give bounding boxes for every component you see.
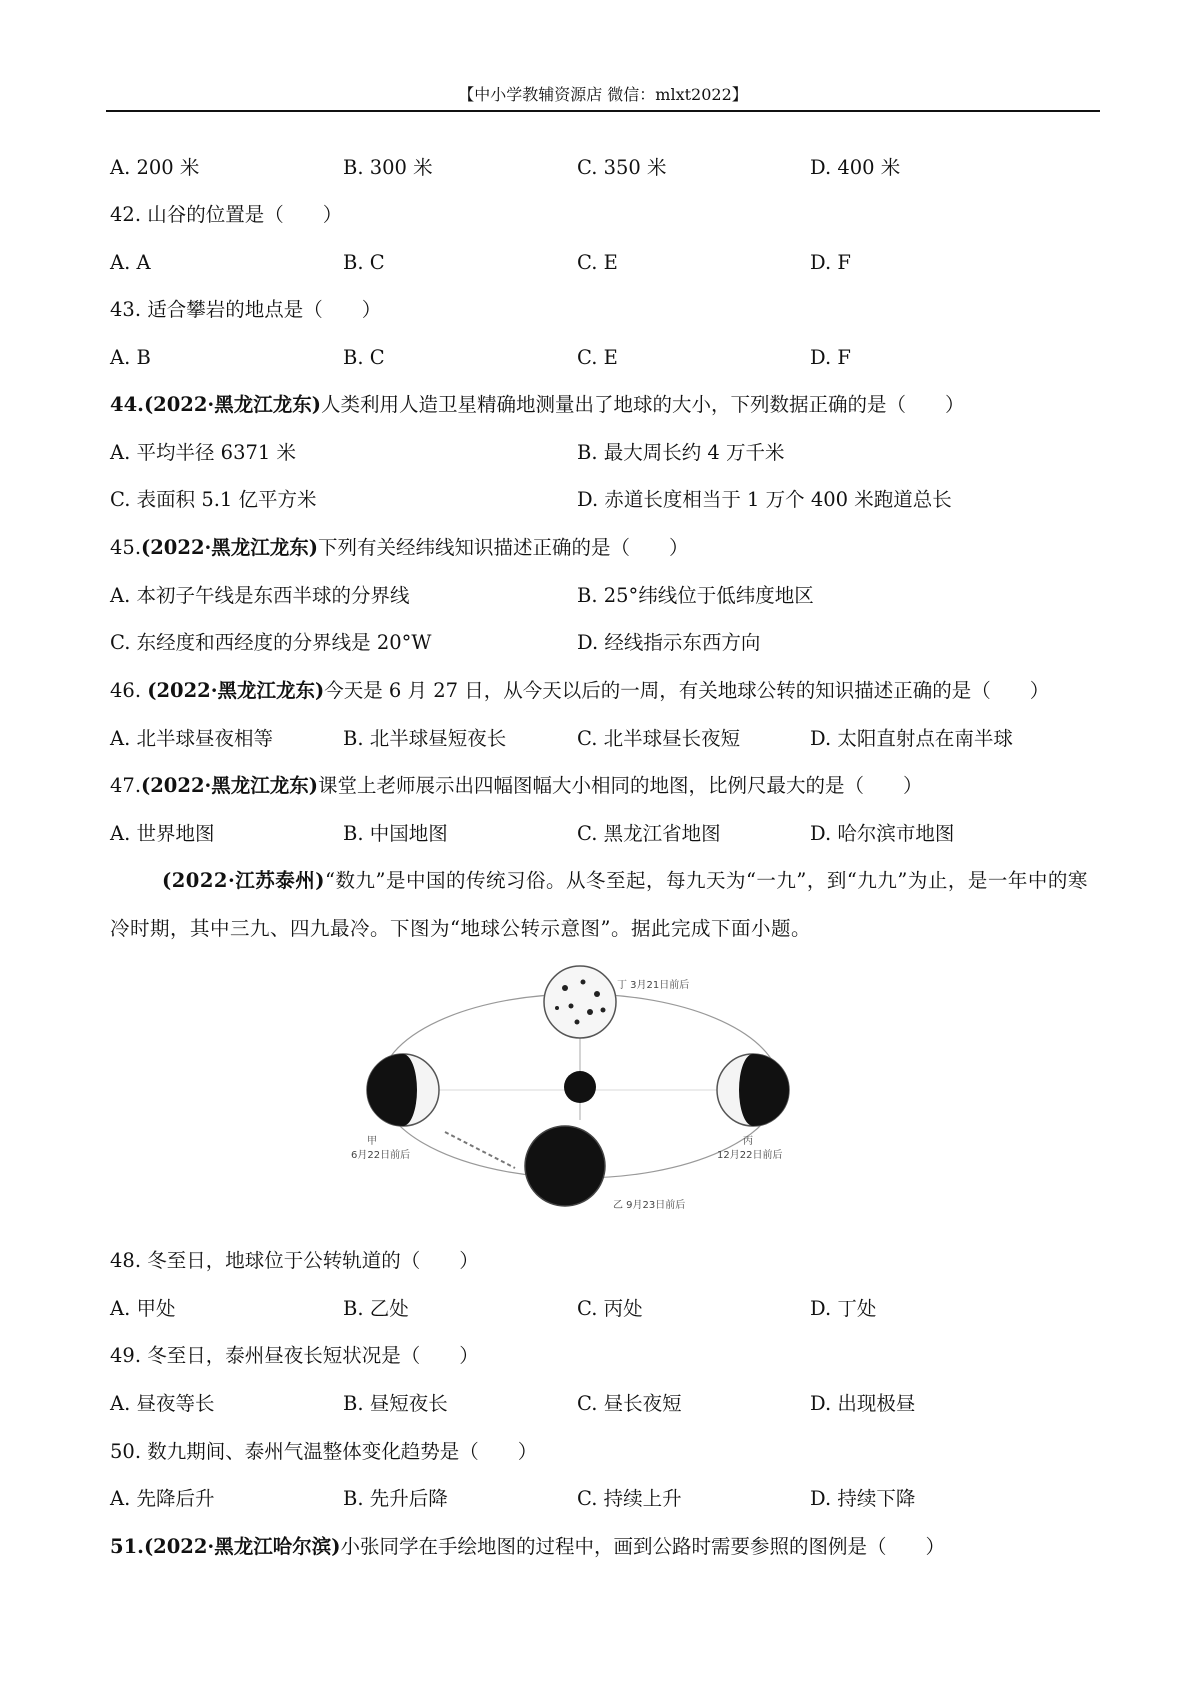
q41-options xyxy=(110,155,1050,181)
q49-option-d[interactable]: D. 出现极昼 xyxy=(810,1392,916,1415)
q49-stem: 49. 冬至日，泰州昼夜长短状况是（ ） xyxy=(110,1344,479,1367)
earth-jia xyxy=(367,1054,439,1126)
q46-stem-line xyxy=(110,678,1049,704)
q45-stem: 下列有关经纬线知识描述正确的是（ ） xyxy=(318,536,689,559)
q46-source: (2022·黑龙江龙东) xyxy=(147,679,325,702)
intro-source: (2022·江苏泰州) xyxy=(162,869,326,892)
q51-stem: 小张同学在手绘地图的过程中，画到公路时需要参照的图例是（ ） xyxy=(340,1535,945,1558)
q50-option-b[interactable]: B. 先升后降 xyxy=(343,1487,448,1510)
label-bing-date: 12月22日前后 xyxy=(717,1150,783,1161)
q43-options xyxy=(110,345,1050,371)
q43-option-c[interactable]: C. E xyxy=(577,346,618,369)
q50-stem: 50. 数九期间、泰州气温整体变化趋势是（ ） xyxy=(110,1440,538,1463)
q48-option-d[interactable]: D. 丁处 xyxy=(810,1297,877,1320)
label-ding: 丁 3月21日前后 xyxy=(617,980,690,991)
q48-options xyxy=(110,1296,1050,1322)
label-yi: 乙 9月23日前后 xyxy=(613,1200,686,1211)
q42-option-d[interactable]: D. F xyxy=(810,251,851,274)
earth-yi xyxy=(525,1126,605,1206)
q47-stem: 课堂上老师展示出四幅图幅大小相同的地图，比例尺最大的是（ ） xyxy=(318,774,923,797)
intro-line-1: (2022·江苏泰州)“数九”是中国的传统习俗。从冬至起，每九天为“一九”，到“九九”为止，是一年中的寒 xyxy=(162,869,1088,892)
q48-stem: 48. 冬至日，地球位于公转轨道的（ ） xyxy=(110,1249,479,1272)
label-bing-name: 丙 xyxy=(743,1136,753,1147)
q45-option-c[interactable]: C. 东经度和西经度的分界线是 20°W xyxy=(110,631,432,654)
q44-options-row1 xyxy=(110,440,1050,466)
orbit-direction-arrow xyxy=(445,1132,515,1168)
q41-option-b[interactable]: B. 300 米 xyxy=(343,156,433,179)
earth-revolution-diagram xyxy=(345,960,815,1222)
q49-option-a[interactable]: A. 昼夜等长 xyxy=(110,1392,215,1415)
q51-source: (2022·黑龙江哈尔滨) xyxy=(143,1535,341,1558)
q44-option-a[interactable]: A. 平均半径 6371 米 xyxy=(110,441,297,464)
q46-number: 46. xyxy=(110,679,148,702)
q46-option-d[interactable]: D. 太阳直射点在南半球 xyxy=(810,727,1013,750)
q47-option-d[interactable]: D. 哈尔滨市地图 xyxy=(810,822,955,845)
q42-option-b[interactable]: B. C xyxy=(343,251,385,274)
q41-option-c[interactable]: C. 350 米 xyxy=(577,156,667,179)
q41-option-d[interactable]: D. 400 米 xyxy=(810,156,901,179)
q45-option-a[interactable]: A. 本初子午线是东西半球的分界线 xyxy=(110,584,410,607)
q45-options-row2 xyxy=(110,630,1050,656)
earth-bing xyxy=(717,1054,789,1126)
q50-options xyxy=(110,1486,1050,1512)
q46-options xyxy=(110,726,1050,752)
q44-source: (2022·黑龙江龙东) xyxy=(143,393,321,416)
q41-option-a[interactable]: A. 200 米 xyxy=(110,156,200,179)
q45-option-b[interactable]: B. 25°纬线位于低纬度地区 xyxy=(577,584,814,607)
q50-option-d[interactable]: D. 持续下降 xyxy=(810,1487,916,1510)
earth-ding xyxy=(544,966,616,1038)
q43-option-b[interactable]: B. C xyxy=(343,346,385,369)
q47-option-b[interactable]: B. 中国地图 xyxy=(343,822,448,845)
q47-option-c[interactable]: C. 黑龙江省地图 xyxy=(577,822,721,845)
q49-options xyxy=(110,1391,1050,1417)
q45-options-row1 xyxy=(110,583,1050,609)
q45-source: (2022·黑龙江龙东) xyxy=(141,536,319,559)
q45-number: 45. xyxy=(110,536,142,559)
q44-option-b[interactable]: B. 最大周长约 4 万千米 xyxy=(577,441,785,464)
label-jia-date: 6月22日前后 xyxy=(351,1150,411,1161)
intro-line-2: 冷时期，其中三九、四九最冷。下图为“地球公转示意图”。据此完成下面小题。 xyxy=(110,917,811,940)
q48-option-b[interactable]: B. 乙处 xyxy=(343,1297,409,1320)
q46-stem: 今天是 6 月 27 日，从今天以后的一周，有关地球公转的知识描述正确的是（ ） xyxy=(324,679,1050,702)
q42-options xyxy=(110,250,1050,276)
q50-option-c[interactable]: C. 持续上升 xyxy=(577,1487,682,1510)
sun-icon xyxy=(564,1071,596,1103)
q49-option-c[interactable]: C. 昼长夜短 xyxy=(577,1392,682,1415)
q51-number: 51. xyxy=(110,1535,144,1558)
q42-option-c[interactable]: C. E xyxy=(577,251,618,274)
q44-stem: 人类利用人造卫星精确地测量出了地球的大小，下列数据正确的是（ ） xyxy=(320,393,965,416)
q44-option-c[interactable]: C. 表面积 5.1 亿平方米 xyxy=(110,488,317,511)
q47-stem-line xyxy=(110,773,923,799)
q49-option-b[interactable]: B. 昼短夜长 xyxy=(343,1392,448,1415)
q43-option-d[interactable]: D. F xyxy=(810,346,851,369)
q48-option-a[interactable]: A. 甲处 xyxy=(110,1297,176,1320)
q47-number: 47. xyxy=(110,774,142,797)
q51-stem-line xyxy=(110,1534,945,1560)
q44-option-d[interactable]: D. 赤道长度相当于 1 万个 400 米跑道总长 xyxy=(577,488,952,511)
q48-option-c[interactable]: C. 丙处 xyxy=(577,1297,643,1320)
header-rule xyxy=(106,110,1100,112)
q50-option-a[interactable]: A. 先降后升 xyxy=(110,1487,215,1510)
q42-option-a[interactable]: A. A xyxy=(110,251,151,274)
q46-option-c[interactable]: C. 北半球昼长夜短 xyxy=(577,727,741,750)
label-jia-name: 甲 xyxy=(367,1136,377,1147)
page-header: 【中小学教辅资源店 微信：mlxt2022】 xyxy=(458,85,748,104)
q46-option-b[interactable]: B. 北半球昼短夜长 xyxy=(343,727,507,750)
q42-stem: 42. 山谷的位置是（ ） xyxy=(110,203,343,226)
q44-options-row2 xyxy=(110,487,1050,513)
q47-source: (2022·黑龙江龙东) xyxy=(141,774,319,797)
q43-stem: 43. 适合攀岩的地点是（ ） xyxy=(110,298,382,321)
q45-option-d[interactable]: D. 经线指示东西方向 xyxy=(577,631,761,654)
q46-option-a[interactable]: A. 北半球昼夜相等 xyxy=(110,727,273,750)
q47-options xyxy=(110,821,1050,847)
q43-option-a[interactable]: A. B xyxy=(110,346,151,369)
q47-option-a[interactable]: A. 世界地图 xyxy=(110,822,215,845)
q44-stem-line xyxy=(110,392,964,418)
q44-number: 44. xyxy=(110,393,144,416)
q45-stem-line xyxy=(110,535,689,561)
